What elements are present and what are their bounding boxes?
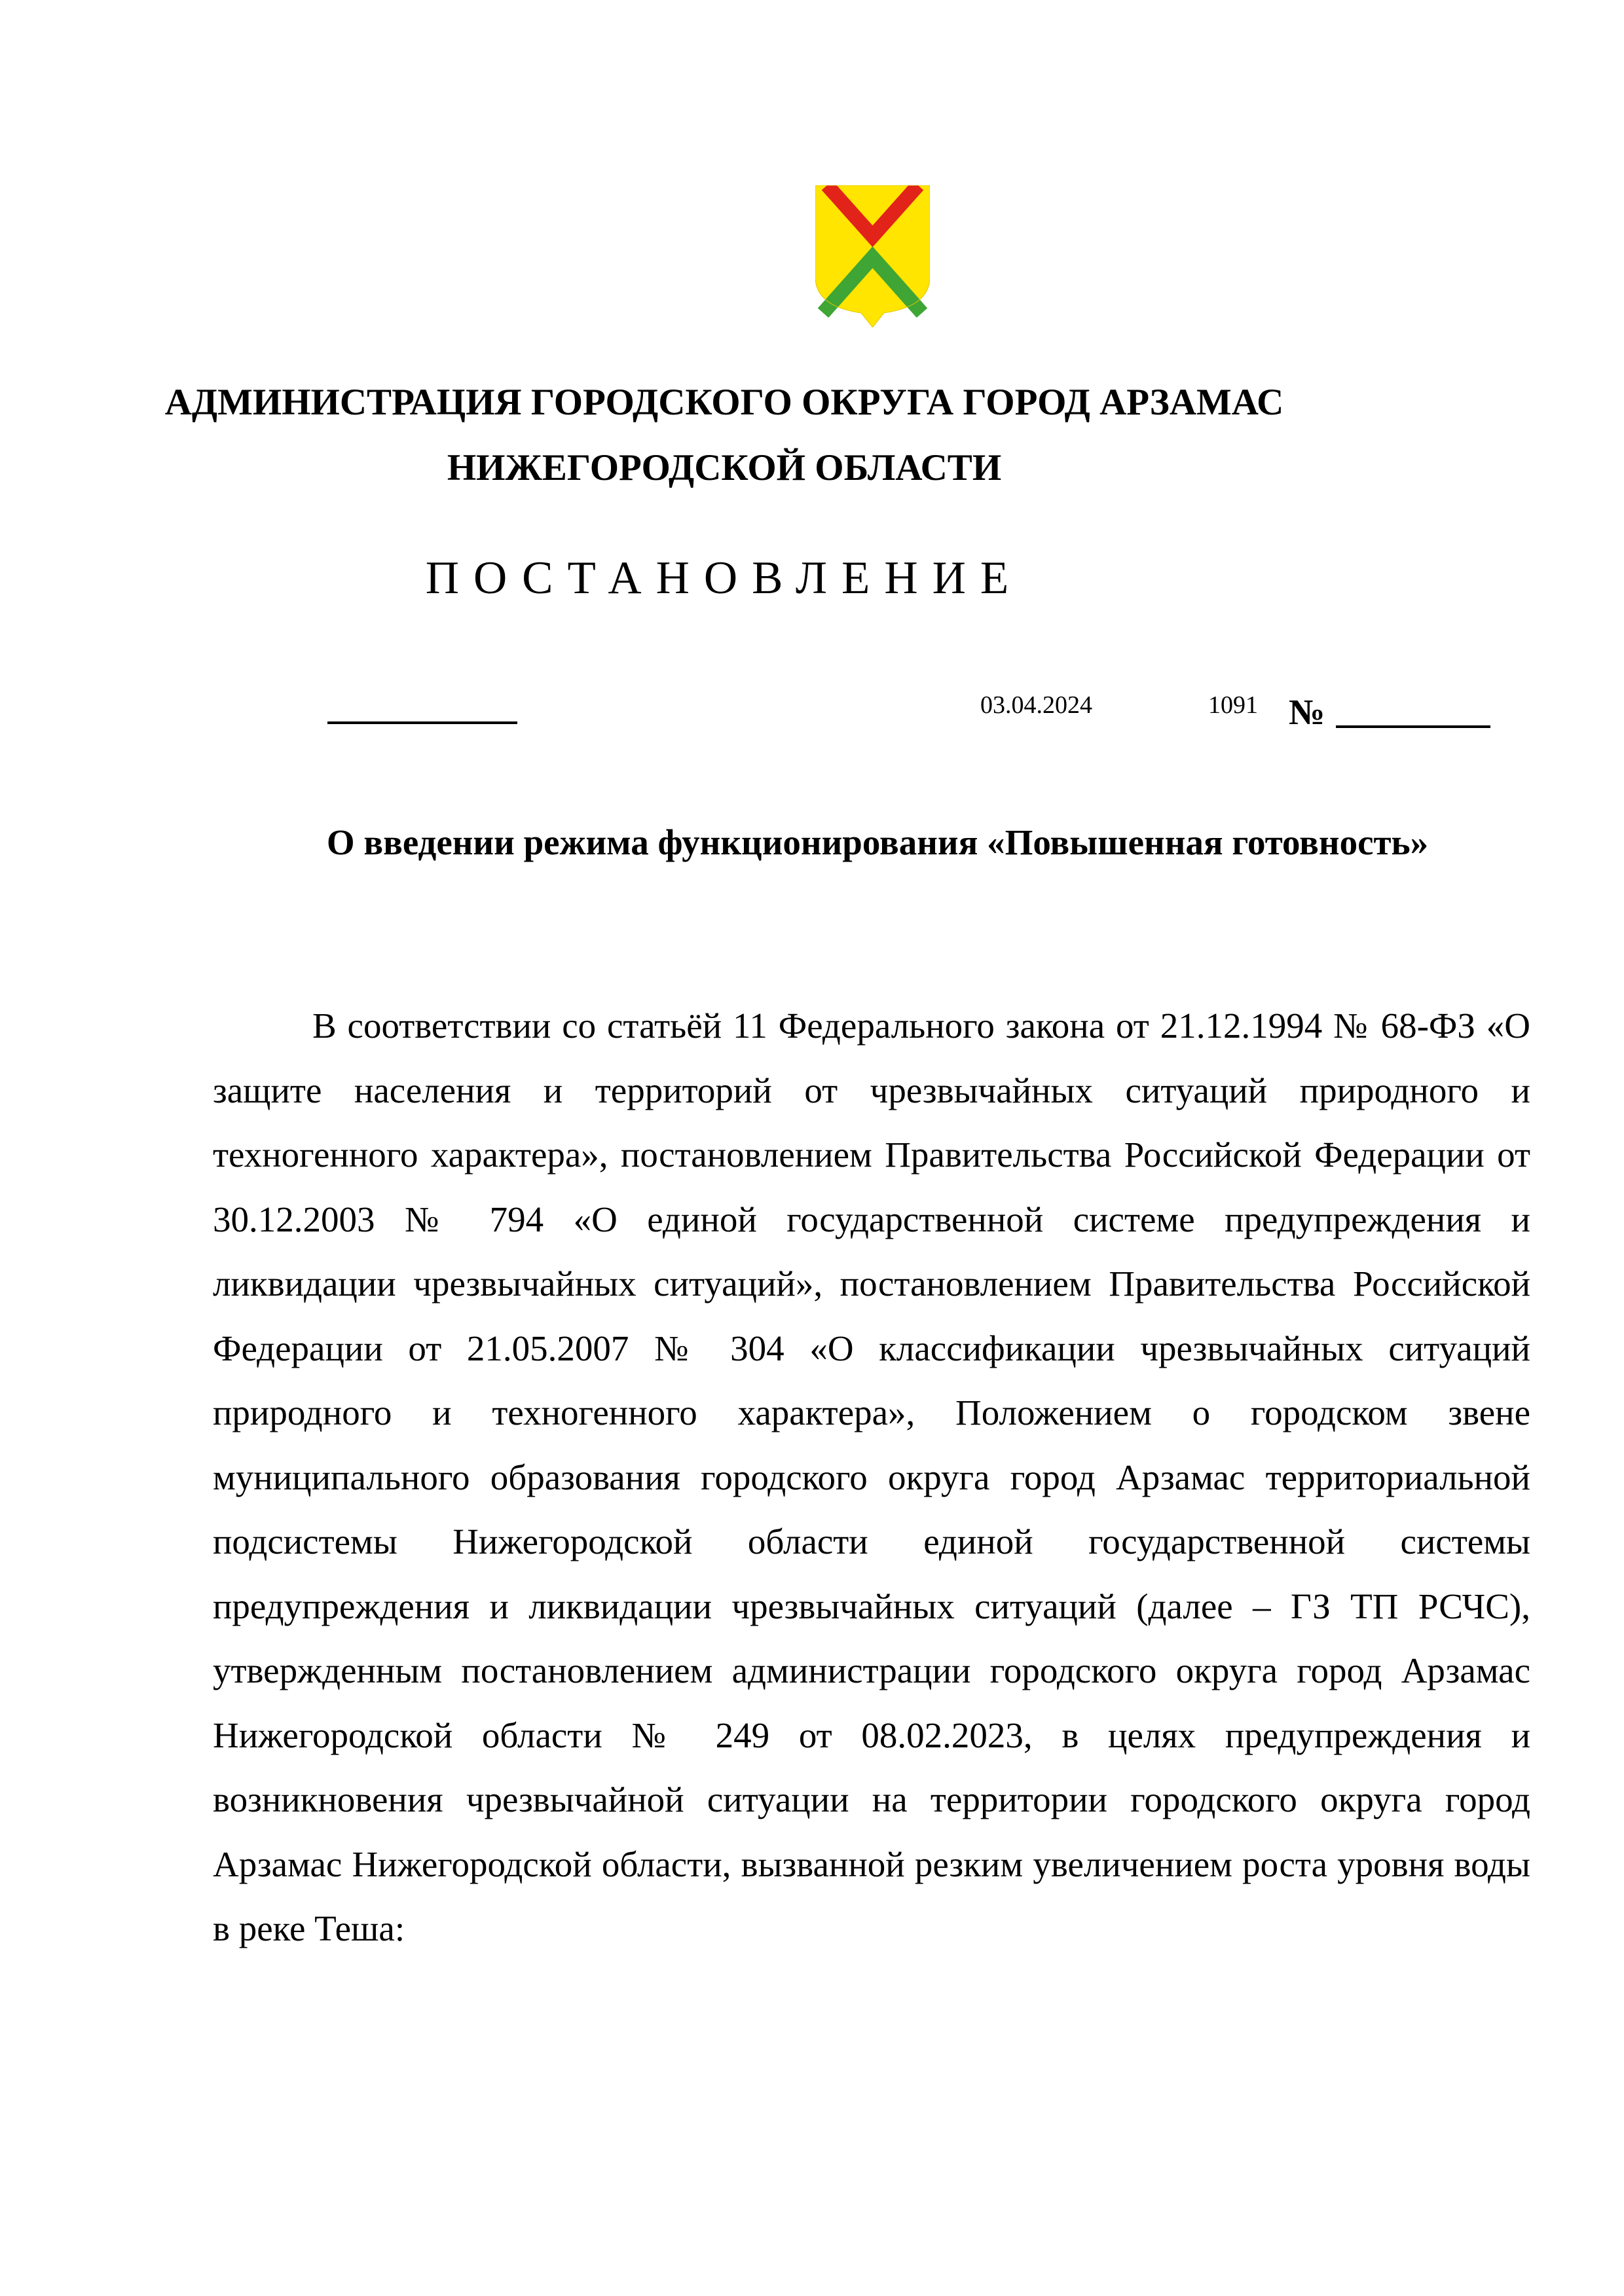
document-body	[213, 994, 1530, 1961]
coat-of-arms-icon	[815, 185, 930, 327]
date-blank-line	[327, 721, 517, 724]
number-blank-line	[1336, 725, 1490, 728]
organization-title-line2: НИЖЕГОРОДСКОЙ ОБЛАСТИ	[447, 447, 1002, 488]
document-subject: О введении режима функционирования «Повышенная готовность»	[326, 822, 1429, 862]
document-type-title: ПОСТАНОВЛЕНИЕ	[425, 553, 1024, 604]
body-paragraph: В соответствии со статьёй 11 Федерального закона от 21.12.1994 № 68-ФЗ «О защите населения и территорий от чрезвычайных ситуаций природного и техногенного характера», постановлением Правительства Российской Федерации от 30.12.2003 № 794 «О единой государственной системе предупреждения и ликвидации чрезвычайных ситуаций», постановлением Правительства Российской Федерации от 21.05.2007 № 304 «О классификации чрезвычайных ситуаций природного и техногенного характера», Положением о городском звене муниципального образования городского округа город Арзамас территориальной подсистемы Нижегородской области единой государственной системы предупреждения и ликвидации чрезвычайных ситуаций (далее – ГЗ ТП РСЧС), утвержденным постановлением администрации городского округа город Арзамас Нижегородской области № 249 от 08.02.2023, в целях предупреждения и возникновения чрезвычайной ситуации на территории городского округа город Арзамас Нижегородской области, вызванной резким увеличением роста уровня воды в реке Теша:	[213, 1006, 1530, 1948]
number-sign: №	[1289, 692, 1325, 732]
registration-number: 1091	[1208, 691, 1258, 719]
registration-date: 03.04.2024	[980, 691, 1092, 719]
organization-title-line1: АДМИНИСТРАЦИЯ ГОРОДСКОГО ОКРУГА ГОРОД АРЗАМАС	[164, 382, 1284, 423]
